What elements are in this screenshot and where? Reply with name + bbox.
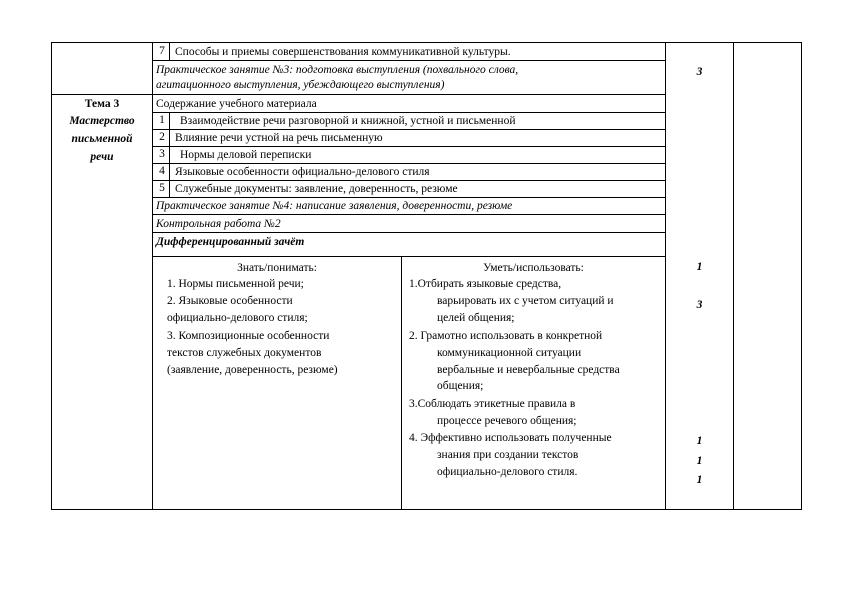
content-header: Содержание учебного материала [156,98,317,110]
know-line: (заявление, доверенность, резюме) [167,364,338,376]
skills-line: вербальные и невербальные средства [437,364,620,376]
hours-value: 1 [696,435,703,447]
know-line: официально-делового стиля; [167,312,308,324]
practical-3-line1: Практическое занятие №3: подготовка выступления (похвального слова, [156,64,519,76]
hours-value: 1 [696,261,703,273]
item-number: 3 [159,148,165,160]
know-header: Знать/понимать: [237,262,317,274]
hours-value: 3 [696,299,703,311]
row-divider [152,232,666,233]
hours-value: 1 [696,474,703,486]
topic-name-line2: письменной [71,133,133,145]
item-text: Служебные документы: заявление, доверенность, резюме [175,183,458,195]
column-divider-num [169,42,170,60]
item-text: Языковые особенности официально-делового стиля [175,166,430,178]
skills-line: 1.Отбирать языковые средства, [409,278,562,290]
skills-line: 3.Соблюдать этикетные правила в [409,398,576,410]
row-divider [152,214,666,215]
row-divider [51,94,666,95]
skills-header: Уметь/использовать: [483,262,584,274]
table-border-left [51,42,52,510]
item-text: Способы и приемы совершенствования коммуникативной культуры. [175,46,511,58]
item-number: 1 [159,114,165,126]
row-divider [152,197,666,198]
column-divider-level [733,42,734,510]
column-divider-num [169,112,170,197]
hours-value: 1 [696,455,703,467]
hours-value: 3 [696,66,703,78]
skills-line: целей общения; [437,312,515,324]
row-divider [152,180,666,181]
item-number: 4 [159,165,165,177]
table-border-bottom [51,509,802,510]
control-work: Контрольная работа №2 [156,218,281,230]
item-number: 2 [159,131,165,143]
skills-line: процессе речевого общения; [437,415,577,427]
practical-3-line2: агитационного выступления, убеждающего выступления) [156,79,445,91]
row-divider [152,256,666,257]
column-divider-know-skills [401,256,402,510]
differentiated-credit: Дифференцированный зачёт [156,236,305,248]
skills-line: варьировать их с учетом ситуаций и [437,295,614,307]
know-line: текстов служебных документов [167,347,322,359]
skills-line: общения; [437,380,484,392]
item-number: 5 [159,182,165,194]
skills-line: 4. Эффективно использовать полученные [409,432,612,444]
row-divider [152,146,666,147]
table-border-top [51,42,802,43]
know-line: 1. Нормы письменной речи; [167,278,304,290]
row-divider [152,163,666,164]
practical-4: Практическое занятие №4: написание заявления, доверенности, резюме [156,200,513,212]
know-line: 2. Языковые особенности [167,295,293,307]
skills-line: коммуникационной ситуации [437,347,582,359]
know-line: 3. Композиционные особенности [167,330,330,342]
topic-title: Тема 3 [84,98,120,110]
skills-line: 2. Грамотно использовать в конкретной [409,330,603,342]
table-border-right [801,42,802,510]
item-text: Нормы деловой переписки [180,149,312,161]
row-divider [152,60,666,61]
topic-name-line3: речи [90,151,114,163]
item-number: 7 [159,45,165,57]
skills-line: знания при создании текстов [437,449,579,461]
row-divider [152,112,666,113]
item-text: Влияние речи устной на речь письменную [175,132,383,144]
topic-name-line1: Мастерство [69,115,135,127]
row-divider [152,129,666,130]
skills-line: официально-делового стиля. [437,466,578,478]
item-text: Взаимодействие речи разговорной и книжной, устной и письменной [180,115,516,127]
